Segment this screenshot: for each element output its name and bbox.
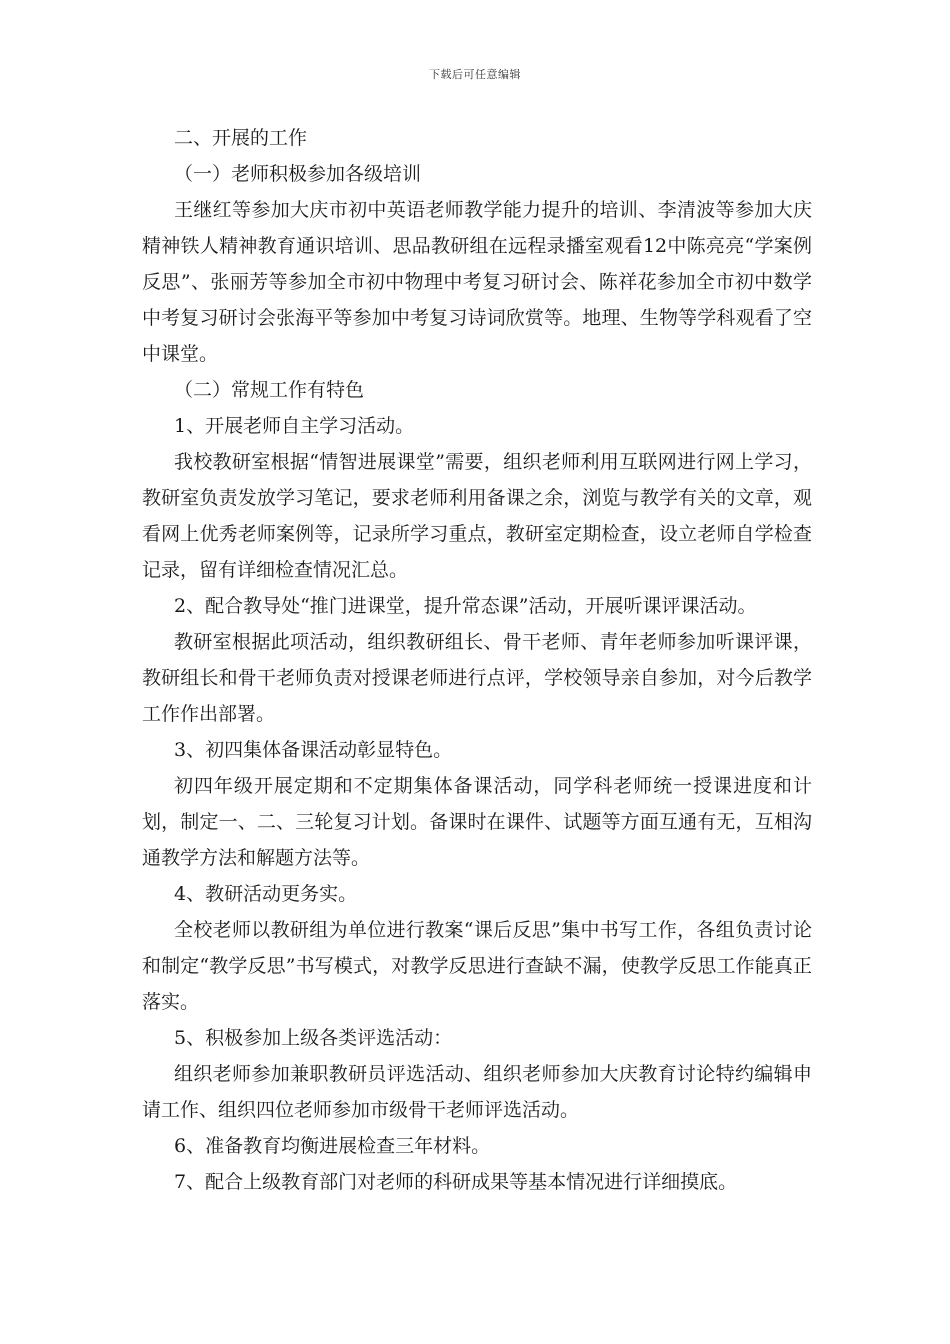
paragraph: 初四年级开展定期和不定期集体备课活动，同学科老师统一授课进度和计划，制定一、二、三轮复习计划。备课时在课件、试题等方面互通有无，互相沟通教学方法和解题方法等。 bbox=[142, 775, 812, 869]
paragraph: 组织老师参加兼职教研员评选活动、组织老师参加大庆教育讨论特约编辑申请工作、组织四位老师参加市级骨干老师评选活动。 bbox=[142, 1063, 812, 1121]
subsection-heading: （二）常规工作有特色 bbox=[174, 379, 365, 401]
item-heading: 6、准备教育均衡进展检查三年材料。 bbox=[174, 1135, 491, 1157]
paragraph: 教研室根据此项活动，组织教研组长、骨干老师、青年老师参加听课评课，教研组长和骨干老师负责对授课老师进行点评，学校领导亲自参加，对今后教学工作作出部署。 bbox=[142, 631, 812, 725]
page-header: 下载后可任意编辑 bbox=[429, 68, 521, 81]
section-heading: 二、开展的工作 bbox=[174, 127, 308, 149]
paragraph: 我校教研室根据“情智进展课堂”需要，组织老师利用互联网进行网上学习，教研室负责发放学习笔记，要求老师利用备课之余，浏览与教学有关的文章，观看网上优秀老师案例等，记录所学习重点，教研室定期检查，设立老师自学检查记录，留有详细检查情况汇总。 bbox=[142, 451, 812, 581]
item-heading: 2、配合教导处“推门进课堂，提升常态课”活动，开展听课评课活动。 bbox=[174, 595, 757, 617]
subsection-heading: （一）老师积极参加各级培训 bbox=[174, 163, 422, 185]
item-heading: 3、初四集体备课活动彰显特色。 bbox=[174, 739, 453, 761]
item-heading: 1、开展老师自主学习活动。 bbox=[174, 415, 415, 437]
item-heading: 5、积极参加上级各类评选活动： bbox=[174, 1027, 453, 1049]
paragraph: 全校老师以教研组为单位进行教案“课后反思”集中书写工作，各组负责讨论和制定“教学反思”书写模式，对教学反思进行查缺不漏，使教学反思工作能真正落实。 bbox=[142, 919, 812, 1013]
paragraph: 王继红等参加大庆市初中英语老师教学能力提升的培训、李清波等参加大庆精神铁人精神教育通识培训、思品教研组在远程录播室观看12中陈亮亮“学案例反思”、张丽芳等参加全市初中物理中考复习研讨会、陈祥花参加全市初中数学中考复习研讨会张海平等参加中考复习诗词欣赏等。地理、生物等学科观看了空中课堂。 bbox=[142, 199, 812, 365]
item-heading: 7、配合上级教育部门对老师的科研成果等基本情况进行详细摸底。 bbox=[174, 1171, 738, 1193]
document-body bbox=[142, 120, 812, 1200]
item-heading: 4、教研活动更务实。 bbox=[174, 883, 358, 905]
